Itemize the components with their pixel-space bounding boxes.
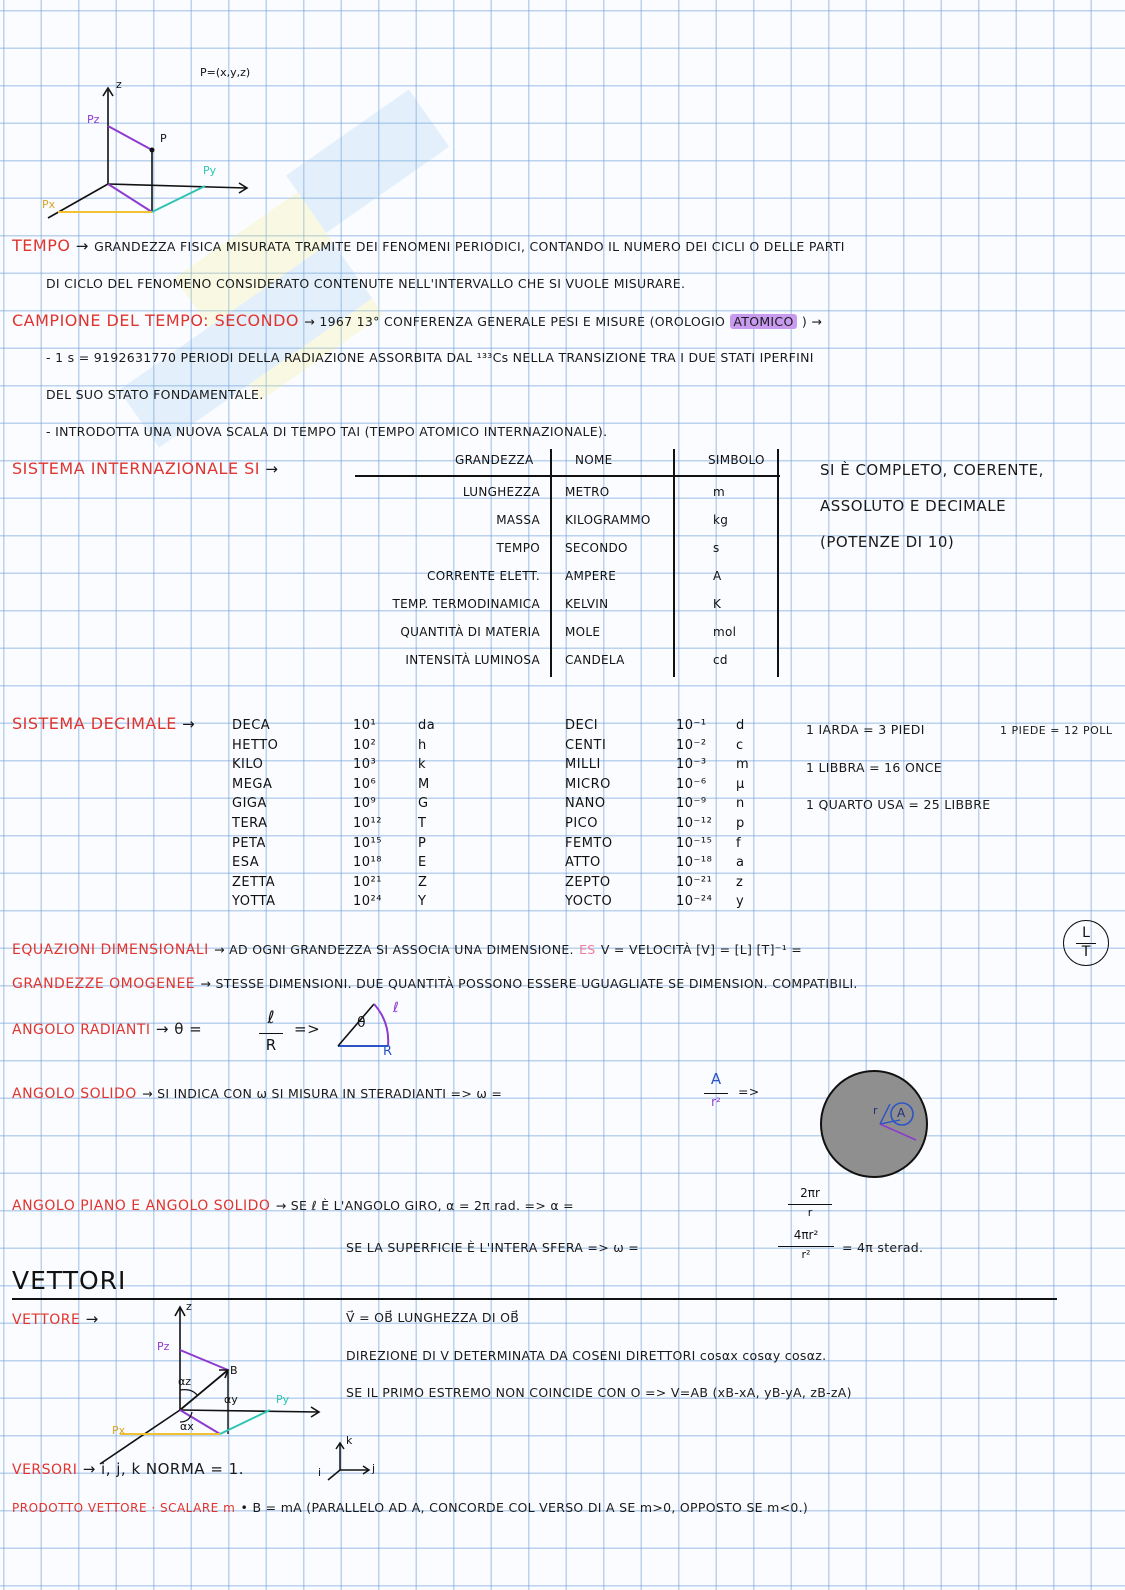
versori-line [12,1460,244,1478]
vec-px: Px [112,1424,126,1437]
si-row-unit: CANDELA [565,653,625,667]
vec-py: Py [276,1393,290,1406]
piano-f2-den: r² [801,1248,811,1261]
decimale-arrow: → [182,715,196,733]
campione-title: CAMPIONE DEL TEMPO: SECONDO [12,311,300,330]
si-table [355,447,780,682]
dimension-num: L [1082,925,1090,941]
si-row-quantity: MASSA [496,513,540,527]
campione-highlight: ATOMICO [730,314,796,329]
prefix-names-large: DECA HETTO KILO MEGA GIGA TERA PETA ESA ZETTA YOTTA [232,718,279,910]
piano-f2-num: 4πr² [793,1228,819,1242]
pz-label: Pz [87,113,100,126]
piano-line1 [12,1196,574,1214]
vec-pz: Pz [157,1340,170,1353]
vettore-arrow: → [85,1310,99,1328]
piano-text2: SE LA SUPERFICIE È L'INTERA SFERA => ω = [346,1240,640,1255]
tempo-section [12,236,845,255]
omogenee-text: → STESSE DIMENSIONI. DUE QUANTITÀ POSSONO ESSERE UGUAGLIATE SE DIMENSION. COMPATIBILI. [200,976,858,991]
si-row-symbol: K [713,597,722,611]
vec-b: B [230,1364,238,1377]
prefix-symbols-large: da h k M G T P E Z Y [418,718,436,910]
tempo-line2: DI CICLO DEL FENOMENO CONSIDERATO CONTENUTE NELL'INTERVALLO CHE SI VUOLE MISURARE. [46,276,686,291]
solido-after: => [738,1084,760,1099]
equazioni-text: → AD OGNI GRANDEZZA SI ASSOCIA UNA DIMENSIONE. [214,942,574,957]
omogenee-title: GRANDEZZE OMOGENEE [12,976,196,992]
vec-axis-z: z [186,1300,192,1313]
conversion-libbra: 1 LIBBRA = 16 ONCE [806,760,942,775]
campione-line2: - 1 s = 9192631770 PERIODI DELLA RADIAZIONE ASSORBITA DAL ¹³³Cs NELLA TRANSIZIONE TRA I DUE STATI IPERFINI [46,350,814,365]
si-row-quantity: TEMP. TERMODINAMICA [392,597,540,611]
campione-section [12,311,822,330]
equazioni-es: ES [579,942,596,957]
solido-title: ANGOLO SOLIDO [12,1086,137,1102]
conversion-quarto: 1 QUARTO USA = 25 LIBBRE [806,797,991,812]
solido-text: → SI INDICA CON ω SI MISURA IN STERADIANTI => ω = [142,1086,503,1101]
radianti-num: ℓ [267,1008,275,1028]
solido-num: A [710,1070,722,1088]
vettore-def3: SE IL PRIMO ESTREMO NON COINCIDE CON O => V=AB (xB-xA, yB-yA, zB-zA) [346,1385,852,1400]
omogenee-line [12,974,858,992]
si-note3: (POTENZE DI 10) [820,533,955,551]
vec-az: αz [178,1375,192,1388]
radianti-den: R [265,1036,277,1054]
py-label: Py [203,164,217,177]
versori-title: VERSORI [12,1462,78,1478]
theta-label: θ [357,1015,366,1031]
prefix-names-small: DECI CENTI MILLI MICRO NANO PICO FEMTO ATTO ZEPTO YOCTO [565,718,613,910]
vettore-def1: V⃗ = OB⃗ LUNGHEZZA DI OB⃗ [346,1310,520,1325]
si-title: SISTEMA INTERNAZIONALE SI [12,459,261,478]
piano-text1: → SE ℓ È L'ANGOLO GIRO, α = 2π rad. => α = [275,1198,574,1213]
p-label: P [160,132,167,145]
tempo-title: TEMPO [12,236,71,255]
vec-ay: αy [224,1393,238,1406]
unit-vectors-diagram [318,1436,388,1486]
si-row-quantity: INTENSITÀ LUMINOSA [405,653,540,667]
si-header-simbolo: SIMBOLO [708,453,765,467]
radius-label: R [383,1044,393,1059]
radianti-after: => [294,1020,321,1038]
unit-i: i [318,1466,322,1479]
sphere-a-label: A [897,1106,906,1120]
sphere-r-label: r [873,1104,878,1117]
equazioni-line [12,940,802,958]
unit-j: j [372,1462,376,1475]
vettore-title: VETTORE [12,1312,81,1328]
prodotto-title: PRODOTTO VETTORE · SCALARE m [12,1501,236,1515]
si-row-symbol: cd [713,653,728,667]
prodotto-text: • B = mA (PARALLELO AD A, CONCORDE COL VERSO DI A SE m>0, OPPOSTO SE m<0.) [240,1500,809,1515]
conversion-iarda: 1 IARDA = 3 PIEDI [806,722,925,737]
si-row-unit: SECONDO [565,541,628,555]
tempo-arrow: → [75,237,89,255]
campione-line4: - INTRODOTTA UNA NUOVA SCALA DI TEMPO TAI (TEMPO ATOMICO INTERNAZIONALE). [46,424,608,439]
piano-title: ANGOLO PIANO E ANGOLO SOLIDO [12,1198,271,1214]
radianti-eq: → θ = [155,1020,203,1038]
dimension-circle [1063,920,1109,966]
si-row-unit: METRO [565,485,610,499]
si-note2: ASSOLUTO E DECIMALE [820,497,1007,515]
si-row-unit: MOLE [565,625,601,639]
si-header-nome: NOME [575,453,613,467]
vettore-def2: DIREZIONE DI V DETERMINATA DA COSENI DIRETTORI cosαx cosαy cosαz. [346,1348,827,1363]
piano-text2b: = 4π sterad. [842,1240,924,1255]
campione-line1b: ) → [801,314,823,329]
radianti-title: ANGOLO RADIANTI [12,1022,151,1038]
vec-ax: αx [180,1420,194,1433]
si-row-symbol: s [713,541,720,555]
equazioni-example: V = VELOCITÀ [V] = [L] [T]⁻¹ = [600,942,803,957]
solido-den: r² [711,1095,721,1109]
vettori-heading: VETTORI [12,1266,127,1295]
si-note1: SI È COMPLETO, COERENTE, [820,461,1044,479]
si-row-symbol: A [713,569,722,583]
si-row-quantity: QUANTITÀ DI MATERIA [400,625,540,639]
versori-text: → i, j, k NORMA = 1. [82,1460,244,1478]
decimale-title-line [12,714,195,733]
si-row-unit: KILOGRAMMO [565,513,651,527]
si-row-quantity: CORRENTE ELETT. [427,569,540,583]
coordinate-diagram-top [0,0,300,230]
decimale-title: SISTEMA DECIMALE [12,714,177,733]
radianti-line [12,1020,202,1038]
axis-z-label: z [116,78,122,91]
prefix-symbols-small: d c m μ n p f a z y [736,718,750,910]
sphere-diagram [818,1068,930,1180]
piano-f1-num: 2πr [800,1186,820,1200]
si-header-grandezza: GRANDEZZA [455,453,534,467]
solido-line [12,1084,502,1102]
si-row-symbol: mol [713,625,737,639]
si-row-quantity: TEMPO [496,541,540,555]
tempo-line1: GRANDEZZA FISICA MISURATA TRAMITE DEI FENOMENI PERIODICI, CONTANDO IL NUMERO DEI CICLI O DELLE PARTI [94,239,845,254]
dimension-den: T [1081,944,1091,960]
campione-line3: DEL SUO STATO FONDAMENTALE. [46,387,264,402]
piano-f1-den: r [807,1206,813,1219]
point-label: P=(x,y,z) [200,66,251,79]
campione-line1a: → 1967 13° CONFERENZA GENERALE PESI E MISURE (OROLOGIO [304,314,726,329]
si-row-symbol: m [713,485,725,499]
si-row-unit: AMPERE [565,569,617,583]
prefix-powers-large: 10¹ 10² 10³ 10⁶ 10⁹ 10¹² 10¹⁵ 10¹⁸ 10²¹ 10²⁴ [353,718,382,910]
prodotto-line [12,1498,808,1516]
si-row-quantity: LUNGHEZZA [462,485,540,499]
prefix-powers-small: 10⁻¹ 10⁻² 10⁻³ 10⁻⁶ 10⁻⁹ 10⁻¹² 10⁻¹⁵ 10⁻¹⁸ 10⁻²¹ 10⁻²⁴ [676,718,713,910]
arc-label: ℓ [393,1000,399,1016]
conversion-piede: 1 PIEDE = 12 POLL [1000,724,1113,737]
unit-k: k [346,1434,353,1447]
si-row-unit: KELVIN [565,597,609,611]
si-arrow: → [265,460,279,478]
equazioni-title: EQUAZIONI DIMENSIONALI [12,942,209,958]
vector-diagram [80,1300,340,1470]
si-title-line [12,459,278,478]
si-row-symbol: kg [713,513,729,527]
px-label: Px [42,198,56,211]
